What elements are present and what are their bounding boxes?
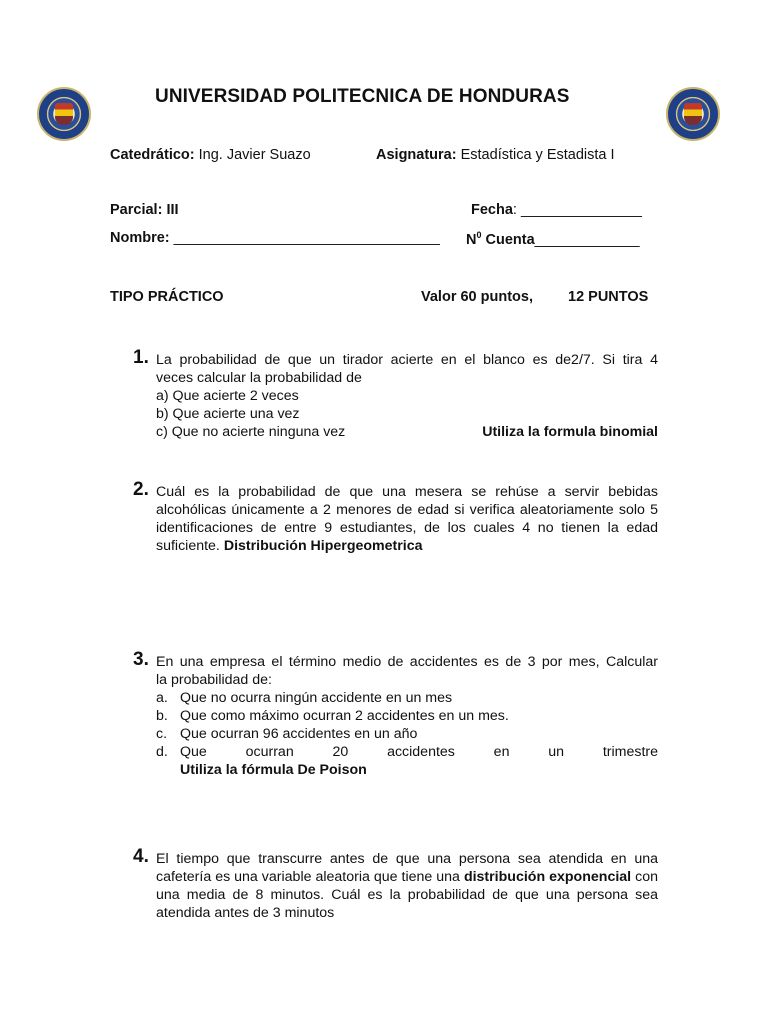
asignatura-line	[376, 147, 615, 163]
catedratico-line	[110, 147, 311, 163]
asignatura-value: Estadística y Estadista I	[460, 147, 615, 163]
question-3-item-c: c. Que ocurran 96 accidentes en un año	[156, 726, 418, 742]
question-2-text: Cuál es la probabilidad de que una mesera se rehúse a servir bebidas alcohólicas únicamente a 2 menores de edad si verifica aleatoriamente solo 5 identificaciones de entre 9 estudiantes, de los cuales 4 no tienen la edad suficiente.	[156, 484, 658, 554]
question-1-last-row	[156, 423, 658, 441]
fecha-line	[471, 202, 642, 218]
fecha-blank: : _______________	[512, 202, 642, 218]
question-4-text-pre: El tiempo que transcurre antes de que una persona sea atendida en una cafetería es una variable aleatoria que tiene una	[156, 851, 658, 885]
tipo-label: TIPO PRÁCTICO	[110, 289, 224, 305]
cuenta-blank: _____________	[534, 231, 640, 248]
fecha-label: Fecha	[471, 202, 513, 218]
question-3	[156, 653, 658, 779]
question-1	[156, 351, 658, 441]
question-3-line-2: la probabilidad de:	[156, 672, 272, 688]
question-3-number: 3.	[133, 649, 149, 670]
valor-label: Valor 60 puntos,	[421, 289, 533, 305]
question-1-method: Utiliza la formula binomial	[482, 424, 658, 440]
question-1-item-a: a) Que acierte 2 veces	[156, 388, 299, 404]
nombre-blank: _________________________________	[173, 230, 440, 246]
question-1-item-c: c) Que no acierte ninguna vez	[156, 424, 346, 440]
parcial-value: III	[166, 202, 179, 218]
parcial-line	[110, 202, 179, 218]
question-2-number: 2.	[133, 479, 149, 500]
university-title: UNIVERSIDAD POLITECNICA DE HONDURAS	[155, 86, 570, 107]
question-1-line-2: veces calcular la probabilidad de	[156, 370, 362, 386]
cuenta-label-pre: N	[466, 231, 477, 248]
question-4	[156, 850, 658, 922]
question-4-number: 4.	[133, 846, 149, 867]
question-3-method-row	[156, 761, 658, 779]
question-3-line-1: En una empresa el término medio de accidentes es de 3 por mes, Calcular	[156, 654, 658, 670]
question-3-item-b: b. Que como máximo ocurran 2 accidentes en un mes.	[156, 708, 509, 724]
question-4-text-post: con una media de 8 minutos. Cuál es la probabilidad de que una persona sea atendida antes de 3 minutos	[156, 869, 658, 921]
university-seal-left-icon	[37, 87, 91, 141]
question-3-item-d: d. Que ocurran 20 accidentes en un trimestre	[156, 744, 658, 760]
nombre-line	[110, 230, 440, 246]
question-4-text-bold: distribución exponencial	[463, 869, 632, 885]
university-seal-right-icon	[666, 87, 720, 141]
question-3-method: Utiliza la fórmula De Poison	[180, 762, 367, 778]
question-1-item-b: b) Que acierte una vez	[156, 406, 300, 422]
question-3-item-a: a. Que no ocurra ningún accidente en un mes	[156, 690, 453, 706]
question-1-number: 1.	[133, 347, 149, 368]
question-2	[156, 483, 658, 555]
cuenta-line	[466, 230, 640, 248]
cuenta-sup: 0	[476, 230, 482, 240]
parcial-label: Parcial:	[110, 202, 163, 218]
catedratico-value: Ing. Javier Suazo	[198, 147, 311, 163]
asignatura-label: Asignatura:	[376, 147, 457, 163]
question-2-method: Distribución Hipergeometrica	[223, 538, 423, 554]
cuenta-label-post: Cuenta	[481, 231, 535, 248]
puntos-label: 12 PUNTOS	[568, 289, 649, 305]
question-1-line-1: La probabilidad de que un tirador acierte en el blanco es de2/7. Si tira 4	[156, 352, 658, 368]
catedratico-label: Catedrático:	[110, 147, 195, 163]
nombre-label: Nombre:	[110, 230, 170, 246]
